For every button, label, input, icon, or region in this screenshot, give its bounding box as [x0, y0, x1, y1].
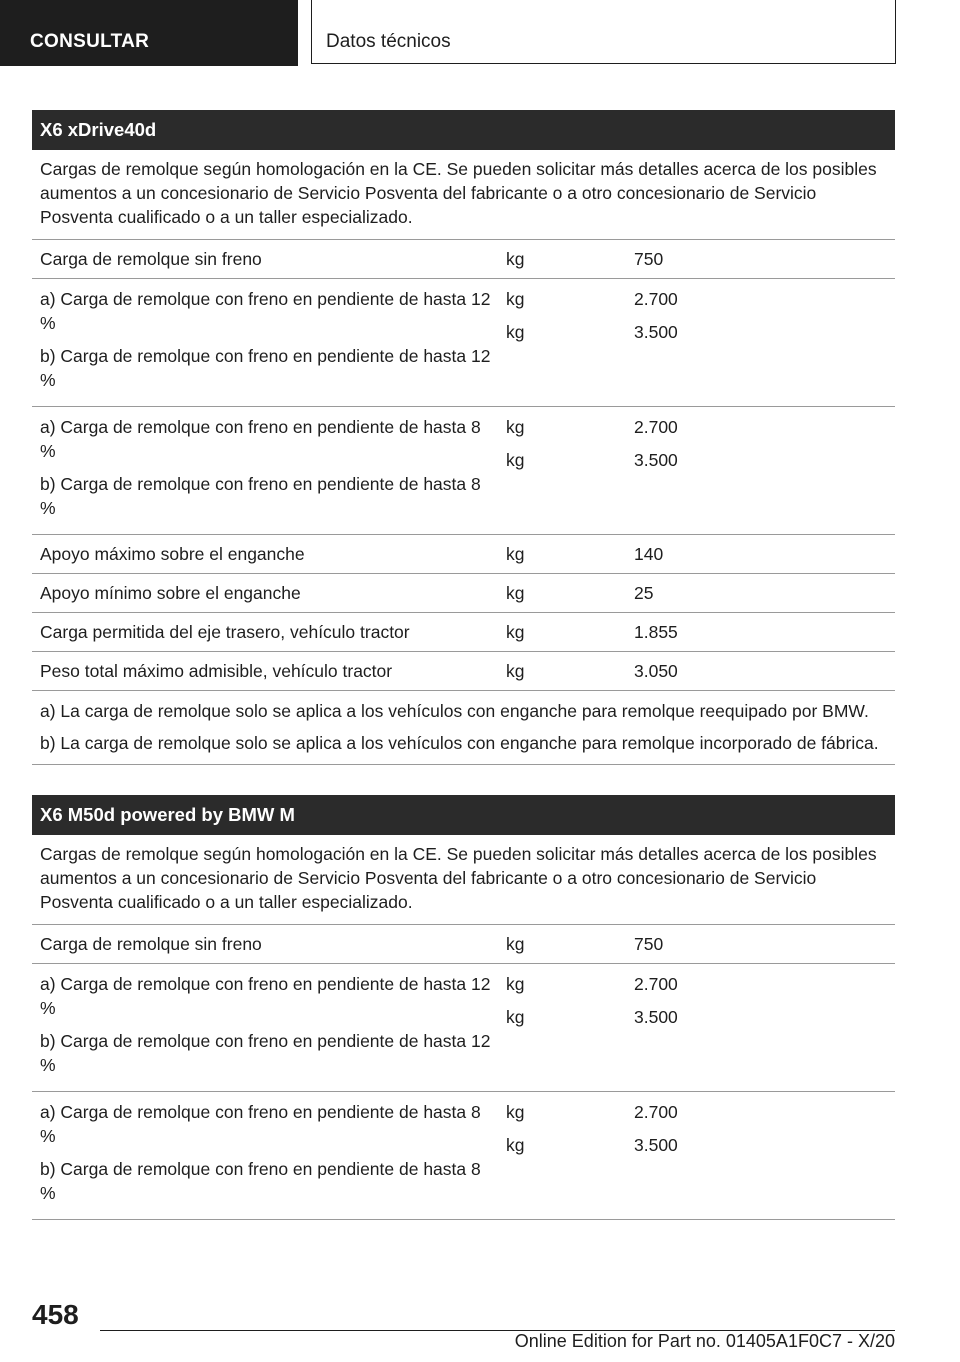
spec-unit: kg	[506, 450, 525, 470]
spec-unit: kg	[506, 583, 525, 603]
spec-value-cell	[634, 542, 895, 566]
footnote: a) La carga de remolque solo se aplica a los vehículos con enganche para remolque reequipado por BMW.	[40, 701, 869, 721]
spec-unit-cell	[506, 287, 634, 392]
spec-row	[32, 613, 895, 652]
footnote: b) La carga de remolque solo se aplica a los vehículos con enganche para remolque incorporado de fábrica.	[40, 733, 879, 753]
spec-value: 3.500	[634, 450, 678, 470]
spec-unit: kg	[506, 289, 525, 309]
spec-value: 2.700	[634, 1102, 678, 1122]
spec-unit-cell	[506, 932, 634, 956]
spec-value-cell	[634, 1100, 895, 1205]
spec-row	[32, 652, 895, 691]
spec-value-cell	[634, 932, 895, 956]
spec-row	[32, 574, 895, 613]
spec-description: b) Carga de remolque con freno en pendiente de hasta 12 %	[40, 1031, 491, 1075]
spec-unit: kg	[506, 544, 525, 564]
section-heading: X6 M50d powered by BMW M	[32, 795, 895, 835]
spec-value-cell	[634, 972, 895, 1077]
spec-unit: kg	[506, 622, 525, 642]
spec-row	[32, 925, 895, 964]
spec-value: 1.855	[634, 622, 678, 642]
spec-unit: kg	[506, 1102, 525, 1122]
spec-value: 2.700	[634, 974, 678, 994]
spec-value: 750	[634, 934, 664, 954]
spec-unit-cell	[506, 1100, 634, 1205]
spec-description-cell	[32, 415, 506, 520]
spec-value: 2.700	[634, 417, 678, 437]
spec-row	[32, 535, 895, 574]
spec-description: Carga permitida del eje trasero, vehículo tractor	[40, 622, 410, 642]
spec-value: 3.500	[634, 322, 678, 342]
spec-description-cell	[32, 581, 506, 605]
spec-value: 3.050	[634, 661, 678, 681]
spec-description: Carga de remolque sin freno	[40, 249, 262, 269]
main-content	[32, 110, 895, 1250]
spec-description: a) Carga de remolque con freno en pendiente de hasta 8 %	[40, 417, 481, 461]
spec-value: 750	[634, 249, 664, 269]
spec-description: b) Carga de remolque con freno en pendiente de hasta 8 %	[40, 474, 481, 518]
spec-value-cell	[634, 581, 895, 605]
spec-value-cell	[634, 247, 895, 271]
spec-unit: kg	[506, 661, 525, 681]
section-intro: Cargas de remolque según homologación en la CE. Se pueden solicitar más detalles acerca de los posibles aumentos a un concesionario de Servicio Posventa del fabricante o a otro concesionario de Servicio Posventa cualificado o a un taller especializado.	[32, 835, 895, 925]
spec-value-cell	[634, 415, 895, 520]
spec-description-cell	[32, 1100, 506, 1205]
spec-value: 3.500	[634, 1135, 678, 1155]
spec-row	[32, 964, 895, 1092]
chapter-tab-consultar[interactable]: CONSULTAR	[0, 0, 298, 66]
spec-row	[32, 407, 895, 535]
spec-description: Carga de remolque sin freno	[40, 934, 262, 954]
spec-unit: kg	[506, 322, 525, 342]
spec-description-cell	[32, 972, 506, 1077]
spec-value-cell	[634, 620, 895, 644]
spec-description: Peso total máximo admisible, vehículo tractor	[40, 661, 393, 681]
spec-unit: kg	[506, 417, 525, 437]
spec-value-cell	[634, 659, 895, 683]
spec-description: a) Carga de remolque con freno en pendiente de hasta 12 %	[40, 289, 491, 333]
spec-section	[32, 795, 895, 1220]
spec-unit-cell	[506, 659, 634, 683]
footer-edition-text: Online Edition for Part no. 01405A1F0C7 - X/20	[514, 1331, 895, 1351]
spec-row	[32, 240, 895, 279]
spec-description: a) Carga de remolque con freno en pendiente de hasta 12 %	[40, 974, 491, 1018]
section-heading: X6 xDrive40d	[32, 110, 895, 150]
spec-description: b) Carga de remolque con freno en pendiente de hasta 12 %	[40, 346, 491, 390]
spec-value: 3.500	[634, 1007, 678, 1027]
spec-unit: kg	[506, 974, 525, 994]
spec-section	[32, 110, 895, 765]
page-number: 458	[32, 1299, 79, 1330]
spec-description: a) Carga de remolque con freno en pendiente de hasta 8 %	[40, 1102, 481, 1146]
spec-description-cell	[32, 659, 506, 683]
spec-value: 2.700	[634, 289, 678, 309]
section-title-tab: Datos técnicos	[311, 0, 896, 64]
spec-unit-cell	[506, 415, 634, 520]
spec-unit-cell	[506, 581, 634, 605]
spec-description: Apoyo mínimo sobre el enganche	[40, 583, 301, 603]
spec-unit-cell	[506, 542, 634, 566]
spec-description-cell	[32, 932, 506, 956]
spec-value: 140	[634, 544, 664, 564]
spec-unit: kg	[506, 1007, 525, 1027]
section-intro: Cargas de remolque según homologación en la CE. Se pueden solicitar más detalles acerca de los posibles aumentos a un concesionario de Servicio Posventa del fabricante o a otro concesionario de Servicio Posventa cualificado o a un taller especializado.	[32, 150, 895, 240]
spec-unit-cell	[506, 620, 634, 644]
spec-description-cell	[32, 247, 506, 271]
spec-unit: kg	[506, 934, 525, 954]
spec-unit: kg	[506, 249, 525, 269]
spec-unit-cell	[506, 972, 634, 1077]
footnotes	[32, 691, 895, 765]
spec-description-cell	[32, 287, 506, 392]
spec-unit: kg	[506, 1135, 525, 1155]
spec-description: Apoyo máximo sobre el enganche	[40, 544, 305, 564]
spec-description: b) Carga de remolque con freno en pendiente de hasta 8 %	[40, 1159, 481, 1203]
spec-description-cell	[32, 620, 506, 644]
spec-value: 25	[634, 583, 654, 603]
spec-value-cell	[634, 287, 895, 392]
spec-row	[32, 279, 895, 407]
spec-description-cell	[32, 542, 506, 566]
page-header	[0, 0, 960, 66]
spec-row	[32, 1092, 895, 1220]
spec-unit-cell	[506, 247, 634, 271]
